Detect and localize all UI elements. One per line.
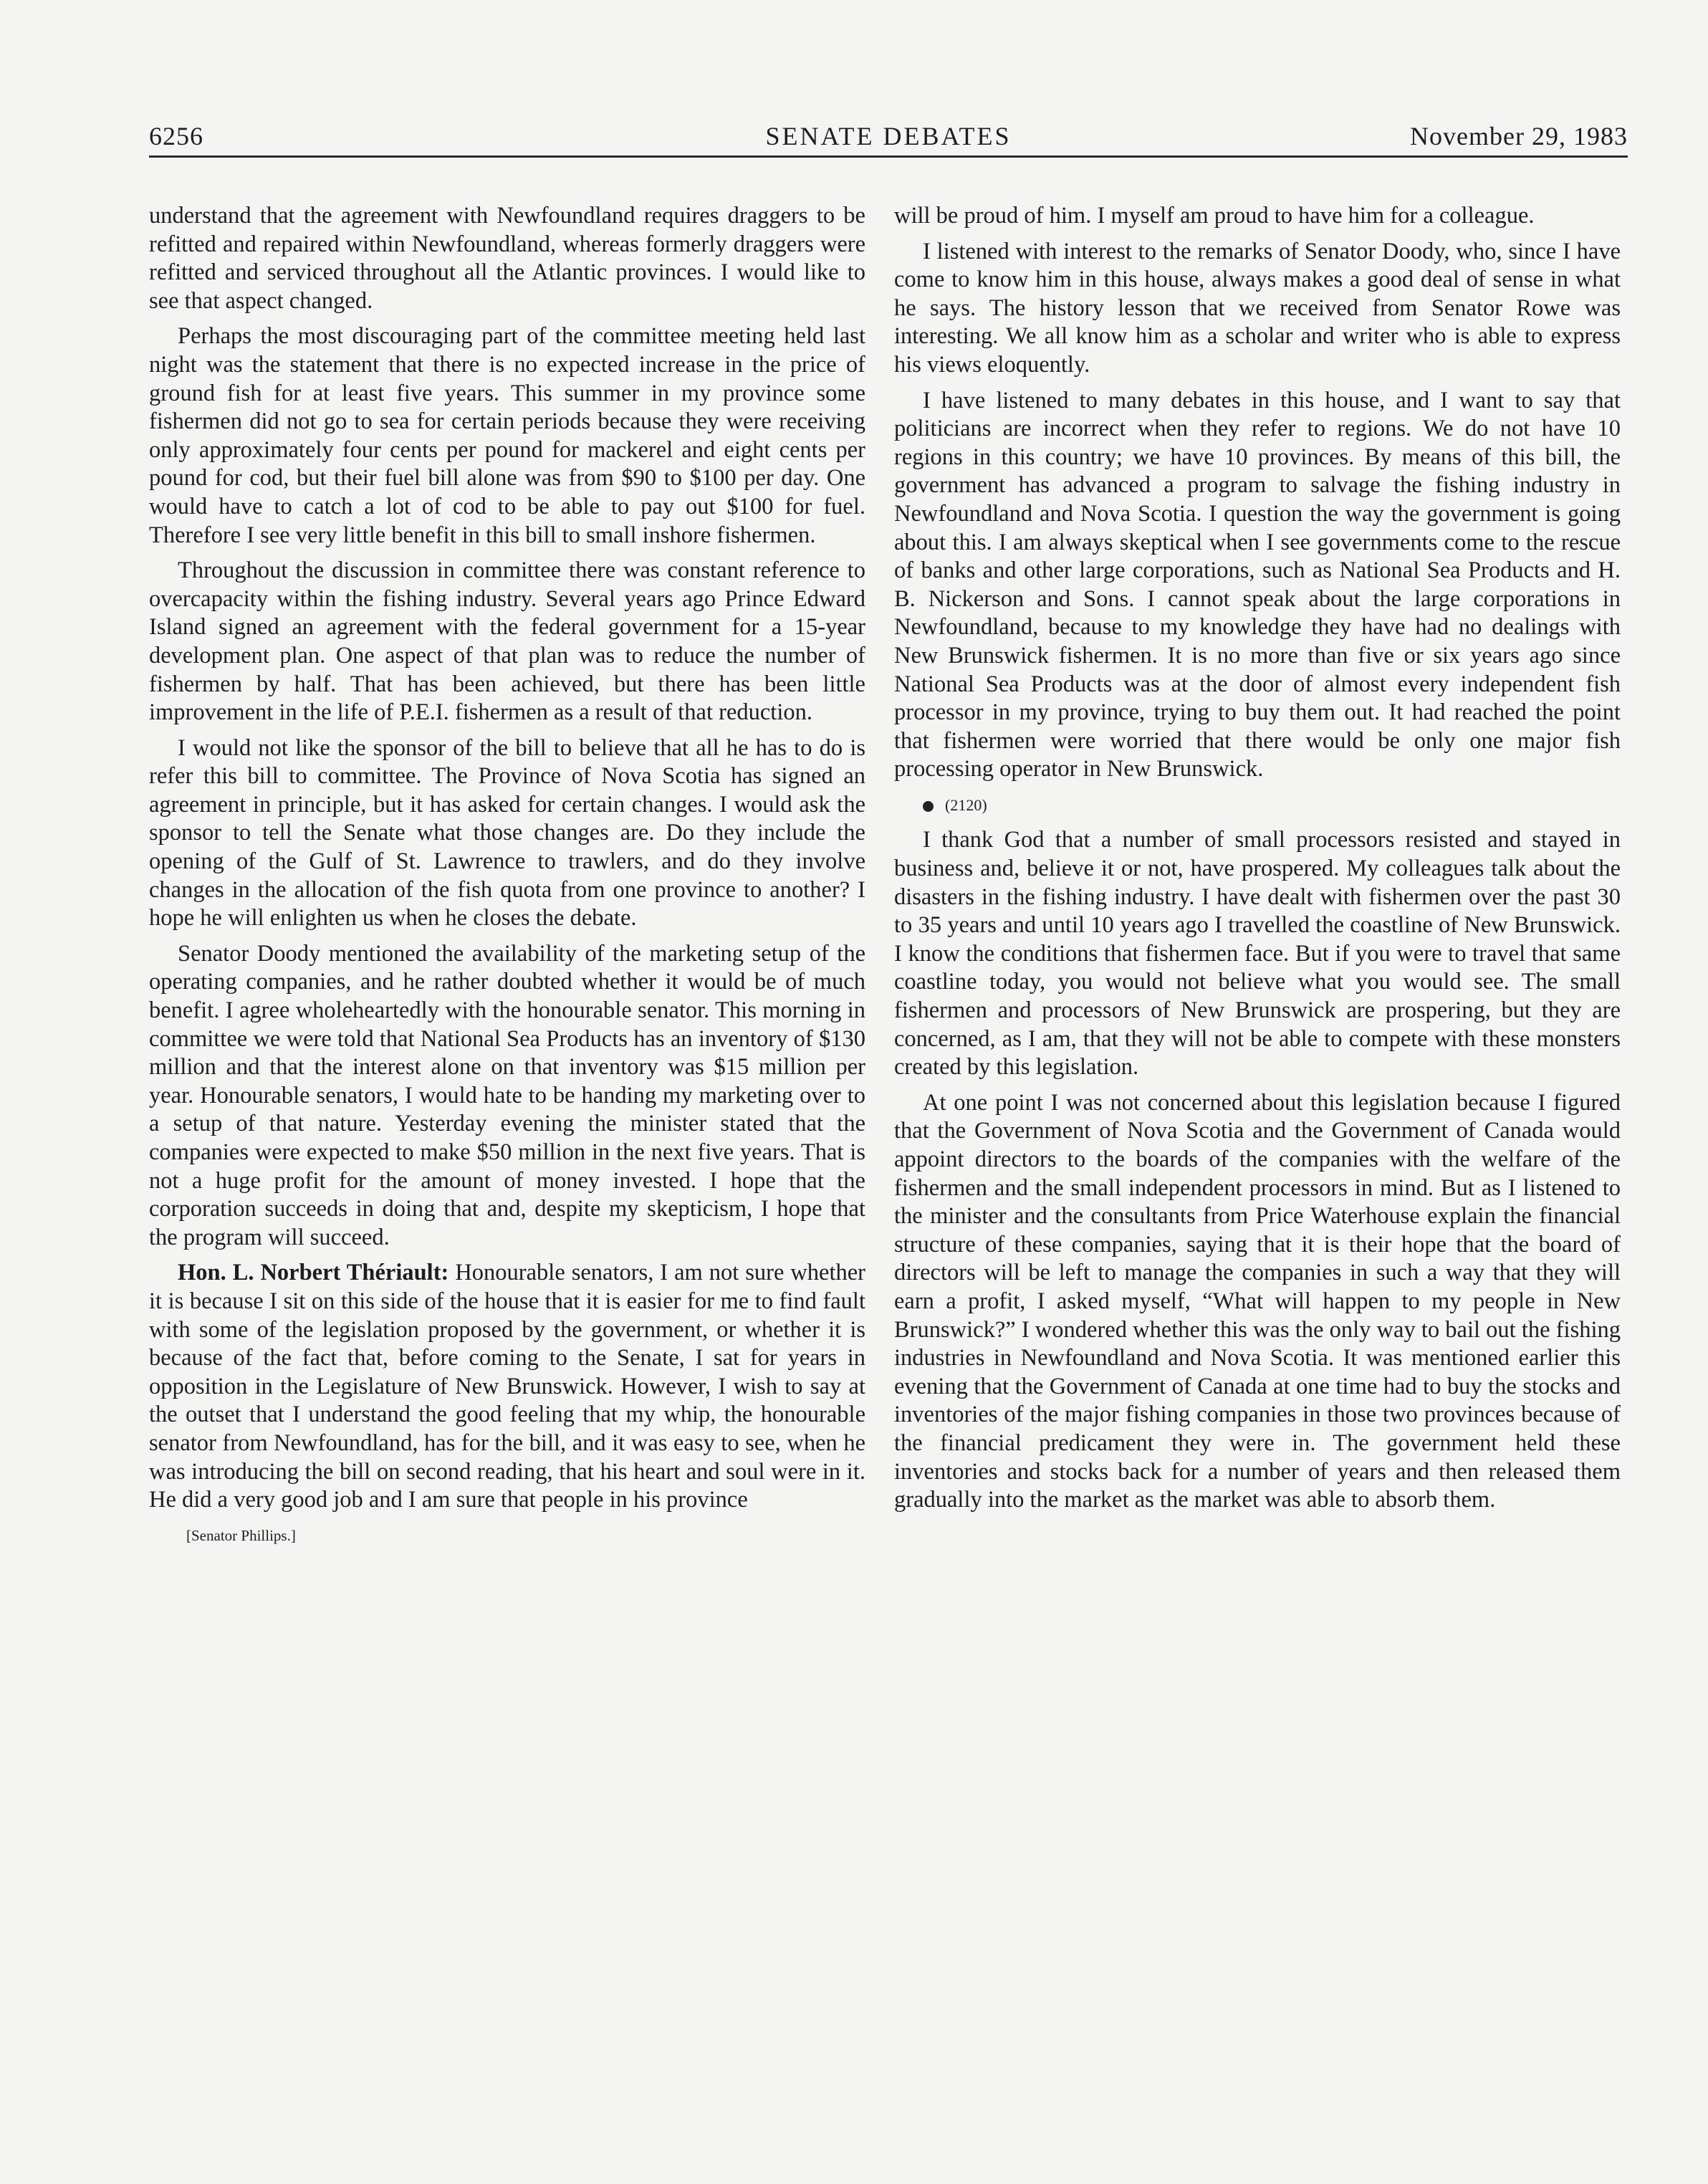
paragraph: I would not like the sponsor of the bill to believe that all he has to do is refer this bill to committee. The Province of Nova Scotia has signed an agreement in principle, but it has asked for certain changes. I would ask the sponsor to tell the Senate what those changes are. Do they include the opening of the Gulf of St. Lawrence to trawlers, and do they involve changes in the allocation of the fish quota from one province to another? I hope he will enlighten us when he closes the debate. (149, 734, 865, 931)
paragraph: I have listened to many debates in this house, and I want to say that politicians are incorrect when they refer to regions. We do not have 10 regions in this country; we have 10 provinces. By means of this bill, the government has advanced a program to salvage the fishing industry in Newfoundland and Nova Scotia. I question the way the government is going about this. I am always skeptical when I see governments come to the rescue of banks and other large corporations, such as National Sea Products and H. B. Nickerson and Sons. I cannot speak about the large corporations in Newfoundland, because to my knowledge they have had no dealings with New Brunswick fishermen. It is no more than five or six years ago since National Sea Products was at the door of almost every independent fish processor in my province, trying to buy them out. It had reached the point that fishermen were worried that there would be only one major fish processing operator in New Brunswick. (894, 387, 1621, 782)
publication-title: SENATE DEBATES (765, 122, 1012, 150)
bullet-icon (923, 801, 934, 812)
paragraph: Senator Doody mentioned the availability of the marketing setup of the operating companies, and he rather doubted whether it would be of much benefit. I agree wholeheartedly with the honourable senator. This morning in committee we were told that National Sea Products has an inventory of $130 million and that the interest alone on that inventory was $15 million per year. Honourable senators, I would hate to be handing my marketing over to a setup of that nature. Yesterday evening the minister stated that the companies were expected to make $50 million in the next five years. That is not a huge profit for the amount of money invested. I hope that the corporation succeeds in doing that and, despite my skepticism, I hope that the program will succeed. (149, 940, 865, 1250)
paragraph: Perhaps the most discouraging part of the committee meeting held last night was the statement that there is no expected increase in the price of ground fish for at least five years. This summer in my province some fishermen did not go to sea for certain periods because they were receiving only approximately four cents per pound for mackerel and eight cents per pound for cod, but their fuel bill alone was from $90 to $100 per day. One would have to catch a lot of cod to be able to pay out $100 for fuel. Therefore I see very little benefit in this bill to small inshore fishermen. (149, 323, 865, 548)
page-number: 6256 (149, 122, 203, 150)
paragraph: Throughout the discussion in committee there was constant reference to overcapacity within the fishing industry. Several years ago Prince Edward Island signed an agreement with the federal government for a 15-year development plan. One aspect of that plan was to reduce the number of fishermen by half. That has been achieved, but there has been little improvement in the life of P.E.I. fishermen as a result of that reduction. (149, 557, 865, 726)
paragraph: I listened with interest to the remarks of Senator Doody, who, since I have come to know him in this house, always makes a good deal of sense in what he says. The history lesson that we received from Senator Rowe was interesting. We all know him as a scholar and writer who is able to express his views eloquently. (894, 238, 1621, 378)
time-marker-text: (2120) (945, 795, 987, 814)
speaker-name: Hon. L. Norbert Thériault: (178, 1260, 449, 1286)
speech-text: Honourable senators, I am not sure whether it is because I sit on this side of the house that it is easier for me to find fault with some of the legislation proposed by the government, or whether it is because of the fact that, before coming to the Senate, I sat for years in opposition in the Legislature of New Brunswick. However, I wish to say at the outset that I understand the good feeling that my whip, the honourable senator from Newfoundland, has for the bill, and it was easy to see, when he was introducing the bill on second reading, that his heart and soul were in it. He did a very good job and I am sure that people in his province (149, 1260, 866, 1513)
paragraph: I thank God that a number of small processors resisted and stayed in business and, believe it or not, have prospered. My colleagues talk about the disasters in the fishing industry. I have dealt with fishermen over the past 30 to 35 years and until 10 years ago I travelled the coastline of New Brunswick. I know the conditions that fishermen face. But if you were to travel that same coastline today, you would not believe what you would see. The small fishermen and processors of New Brunswick are prospering, but they are concerned, as I am, that they will not be able to compete with these monsters created by this legislation. (894, 827, 1621, 1081)
page-header (149, 118, 1628, 158)
left-column (149, 202, 865, 1557)
paragraph: At one point I was not concerned about this legislation because I figured that the Government of Nova Scotia and the Government of Canada would appoint directors to the boards of the companies with the welfare of the fishermen and the small independent processors in mind. But as I listened to the minister and the consultants from Price Waterhouse explain the financial structure of these companies, saying that it is their hope that the board of directors will be left to manage the companies in such a way that they will earn a profit, I asked myself, “What will happen to my people in New Brunswick?” I wondered whether this was the only way to bail out the fishing industries in Newfoundland and Nova Scotia. It was mentioned earlier this evening that the Government of Canada at one time had to buy the stocks and inventories of the major fishing companies in those two provinces because of the financial predicament they were in. The government held these inventories and stocks back for a number of years and then released them gradually into the market as the market was able to absorb them. (894, 1089, 1621, 1513)
speech-paragraph (149, 1259, 865, 1514)
right-column (894, 202, 1621, 1522)
paragraph: will be proud of him. I myself am proud to have him for a colleague. (894, 203, 1535, 229)
publication-date: November 29, 1983 (1410, 122, 1628, 150)
footnote: [Senator Phillips.] (186, 1526, 296, 1544)
time-marker (894, 791, 1621, 820)
paragraph: understand that the agreement with Newfoundland requires draggers to be refitted and repaired within Newfoundland, whereas formerly draggers were refitted and serviced throughout all the Atlantic provinces. I would like to see that aspect changed. (149, 203, 865, 314)
